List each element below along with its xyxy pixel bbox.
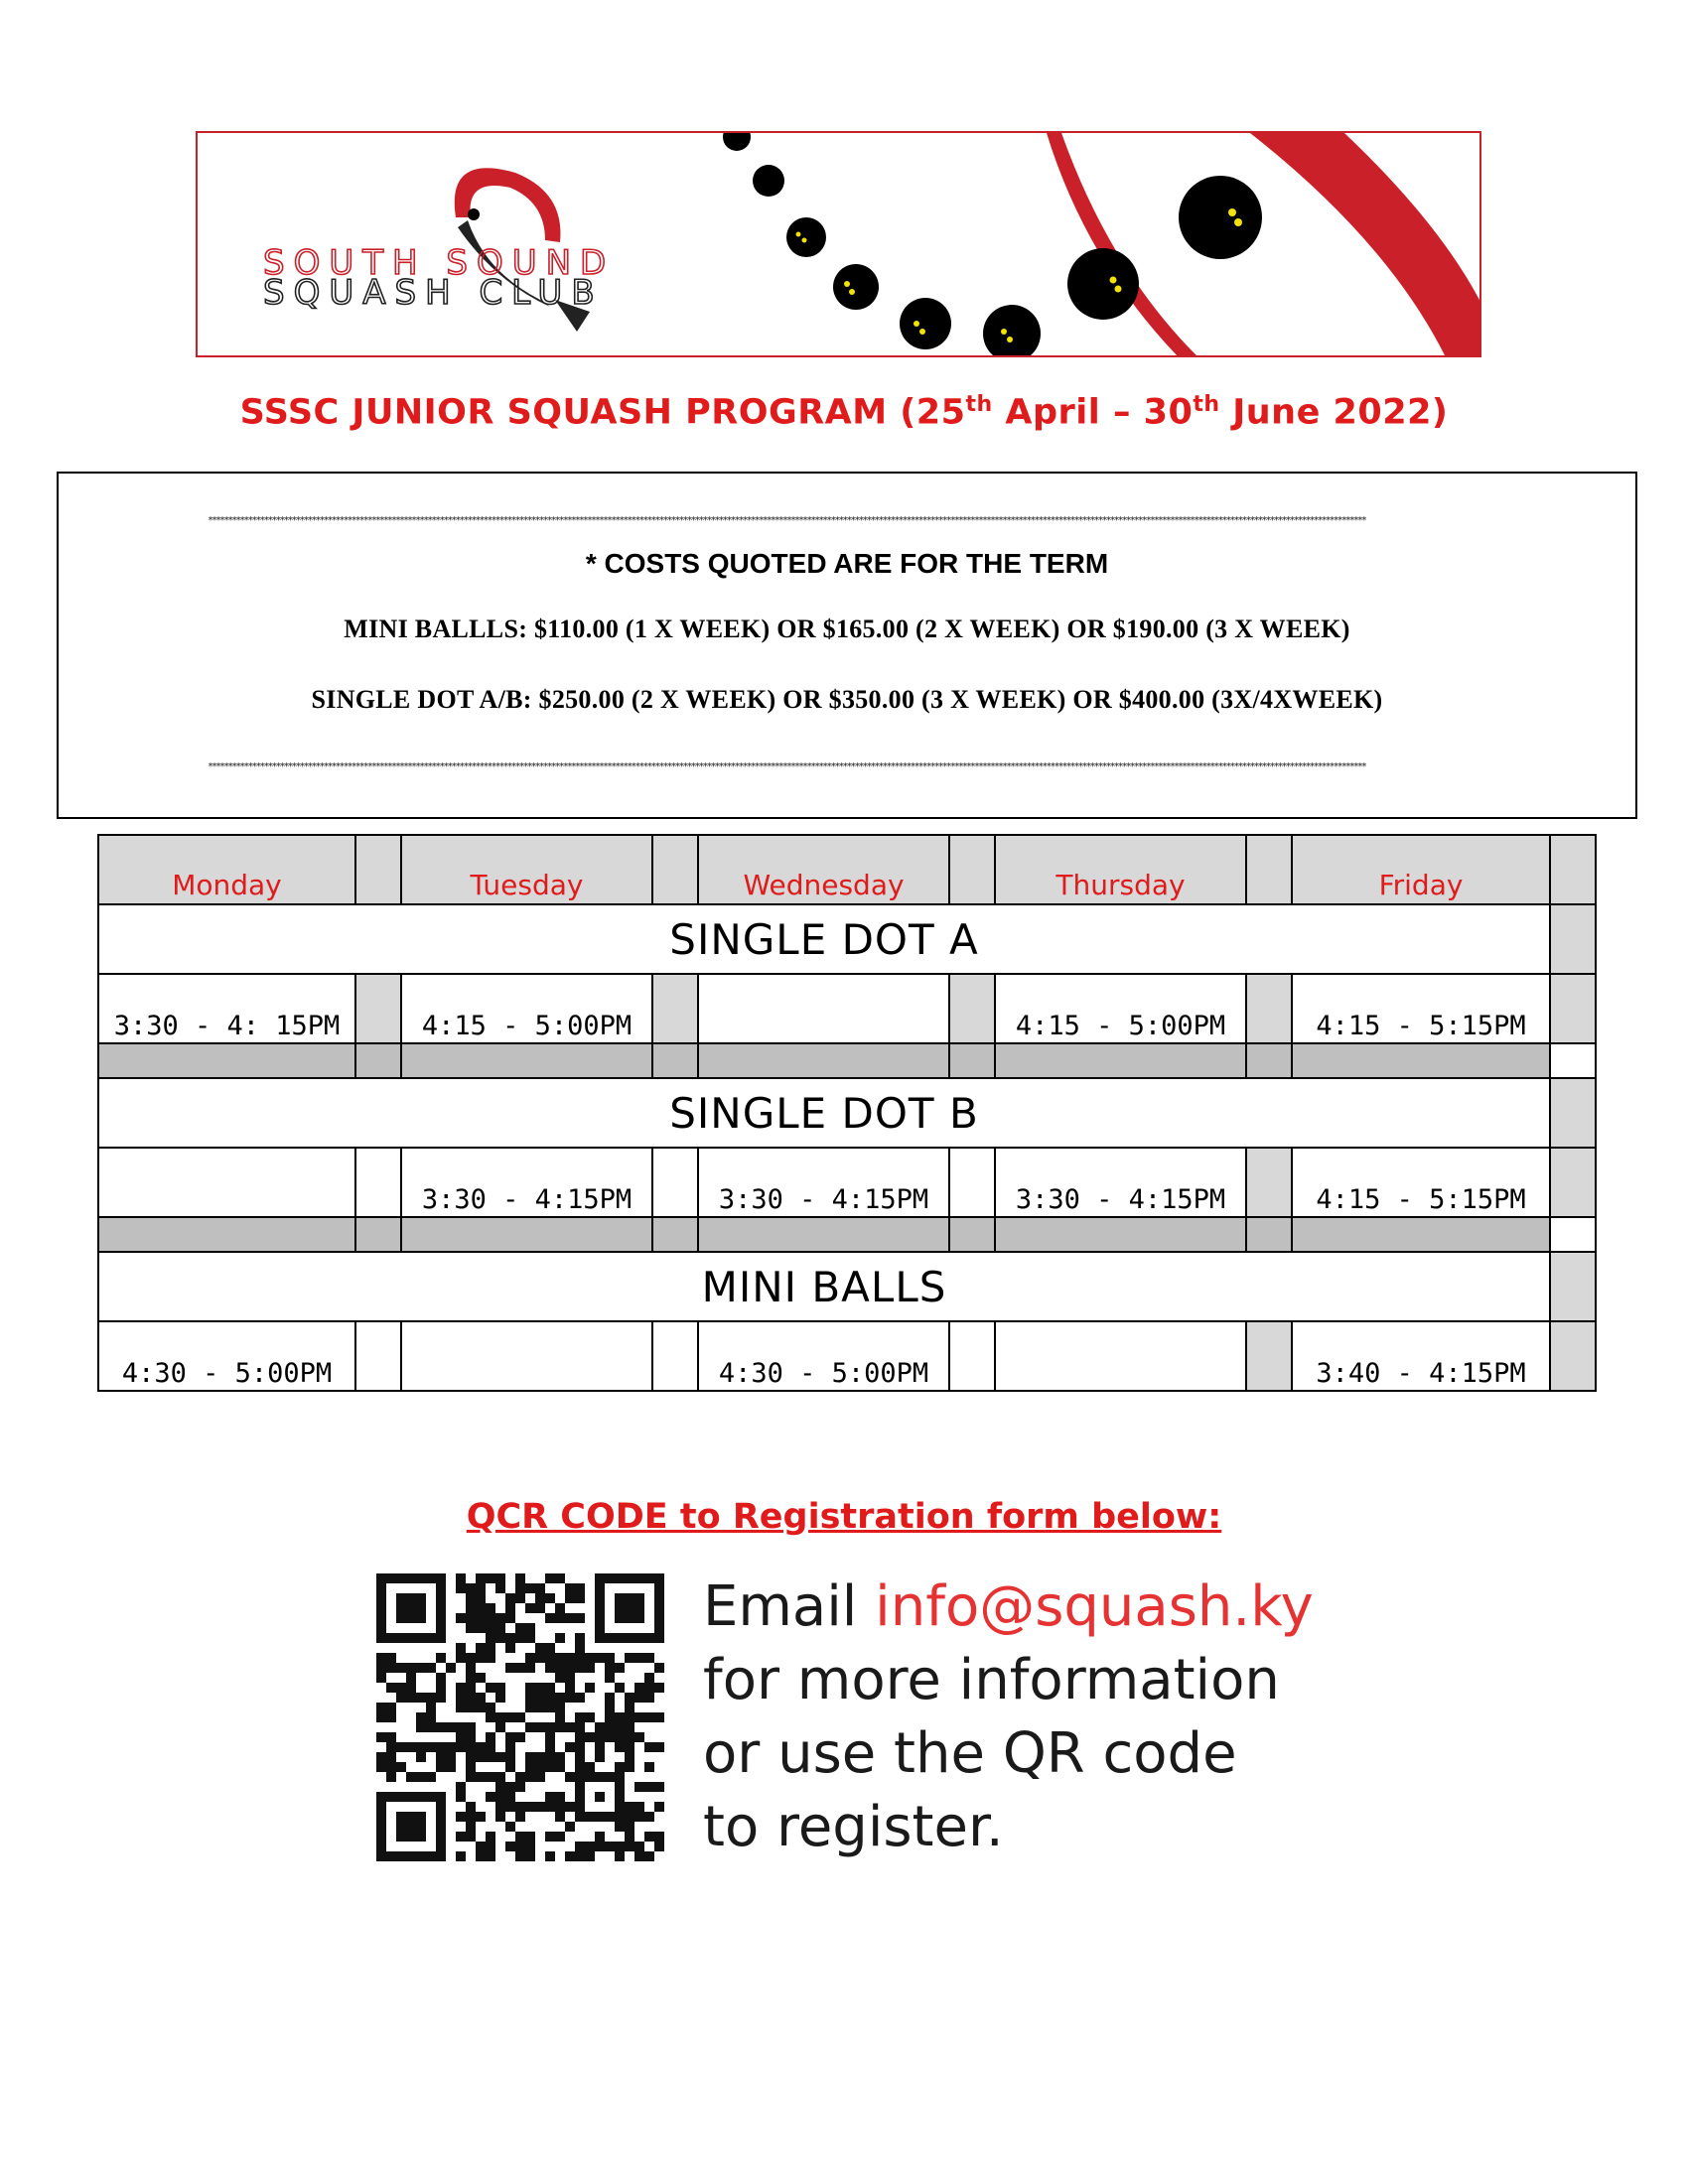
day-friday: Friday: [1292, 835, 1550, 904]
section-heading: SINGLE DOT B: [98, 1078, 1550, 1148]
cost-mini-balls: MINI BALLLS: $110.00 (1 X WEEK) OR $165.00 (2 X WEEK) OR $190.00 (3 X WEEK): [344, 614, 1350, 643]
section-heading: SINGLE DOT A: [98, 904, 1550, 974]
costs-box: [57, 472, 1637, 819]
time-cell: 3:30 - 4:15PM: [995, 1148, 1246, 1217]
cost-single-dot: SINGLE DOT A/B: $250.00 (2 X WEEK) OR $350.00 (3 X WEEK) OR $400.00 (3X/4XWEEK): [311, 685, 1383, 714]
time-cell: 4:30 - 5:00PM: [698, 1321, 949, 1391]
info-line: to register.: [703, 1795, 1004, 1859]
time-cell: 4:15 - 5:15PM: [1292, 974, 1550, 1043]
section-heading: MINI BALLS: [98, 1252, 1550, 1321]
time-cell: 3:30 - 4:15PM: [698, 1148, 949, 1217]
table-row: [98, 1148, 1596, 1217]
time-cell: [995, 1321, 1246, 1391]
divider-stars: **************************************************************************************************************************************************************************************************************************************************************************************************: [208, 515, 1365, 526]
day-thursday: Thursday: [995, 835, 1246, 904]
logo-line-1: SOUTH SOUND: [263, 243, 616, 283]
table-row: [98, 974, 1596, 1043]
divider-stars: **************************************************************************************************************************************************************************************************************************************************************************************************: [208, 761, 1365, 772]
banner-graphic: [198, 133, 1481, 357]
time-cell: 4:30 - 5:00PM: [98, 1321, 355, 1391]
email-label: Email: [703, 1574, 876, 1639]
page-title: SSSC JUNIOR SQUASH PROGRAM (25th April – 30th June 2022): [239, 392, 1449, 433]
qr-code-icon[interactable]: [374, 1573, 666, 1861]
time-cell: 3:30 - 4:15PM: [401, 1148, 652, 1217]
day-tuesday: Tuesday: [401, 835, 652, 904]
time-cell: [98, 1148, 355, 1217]
qr-heading: QCR CODE to Registration form below:: [466, 1497, 1222, 1537]
table-row: [98, 1321, 1596, 1391]
time-cell: [401, 1321, 652, 1391]
contact-info: [703, 1570, 1314, 1864]
time-cell: 4:15 - 5:00PM: [401, 974, 652, 1043]
time-cell: [698, 974, 949, 1043]
schedule-table: [97, 834, 1597, 1392]
email-link[interactable]: info@squash.ky: [875, 1574, 1314, 1639]
logo-line-2: SQUASH CLUB: [263, 273, 604, 313]
time-cell: 3:30 - 4: 15PM: [98, 974, 355, 1043]
time-cell: 4:15 - 5:15PM: [1292, 1148, 1550, 1217]
club-banner: [196, 131, 1481, 357]
time-cell: 4:15 - 5:00PM: [995, 974, 1246, 1043]
day-wednesday: Wednesday: [698, 835, 949, 904]
info-line: or use the QR code: [703, 1721, 1237, 1786]
info-line: for more information: [703, 1648, 1280, 1712]
costs-note: * COSTS QUOTED ARE FOR THE TERM: [585, 548, 1109, 579]
day-monday: Monday: [98, 835, 355, 904]
time-cell: 3:40 - 4:15PM: [1292, 1321, 1550, 1391]
day-header-row: [98, 835, 1596, 904]
